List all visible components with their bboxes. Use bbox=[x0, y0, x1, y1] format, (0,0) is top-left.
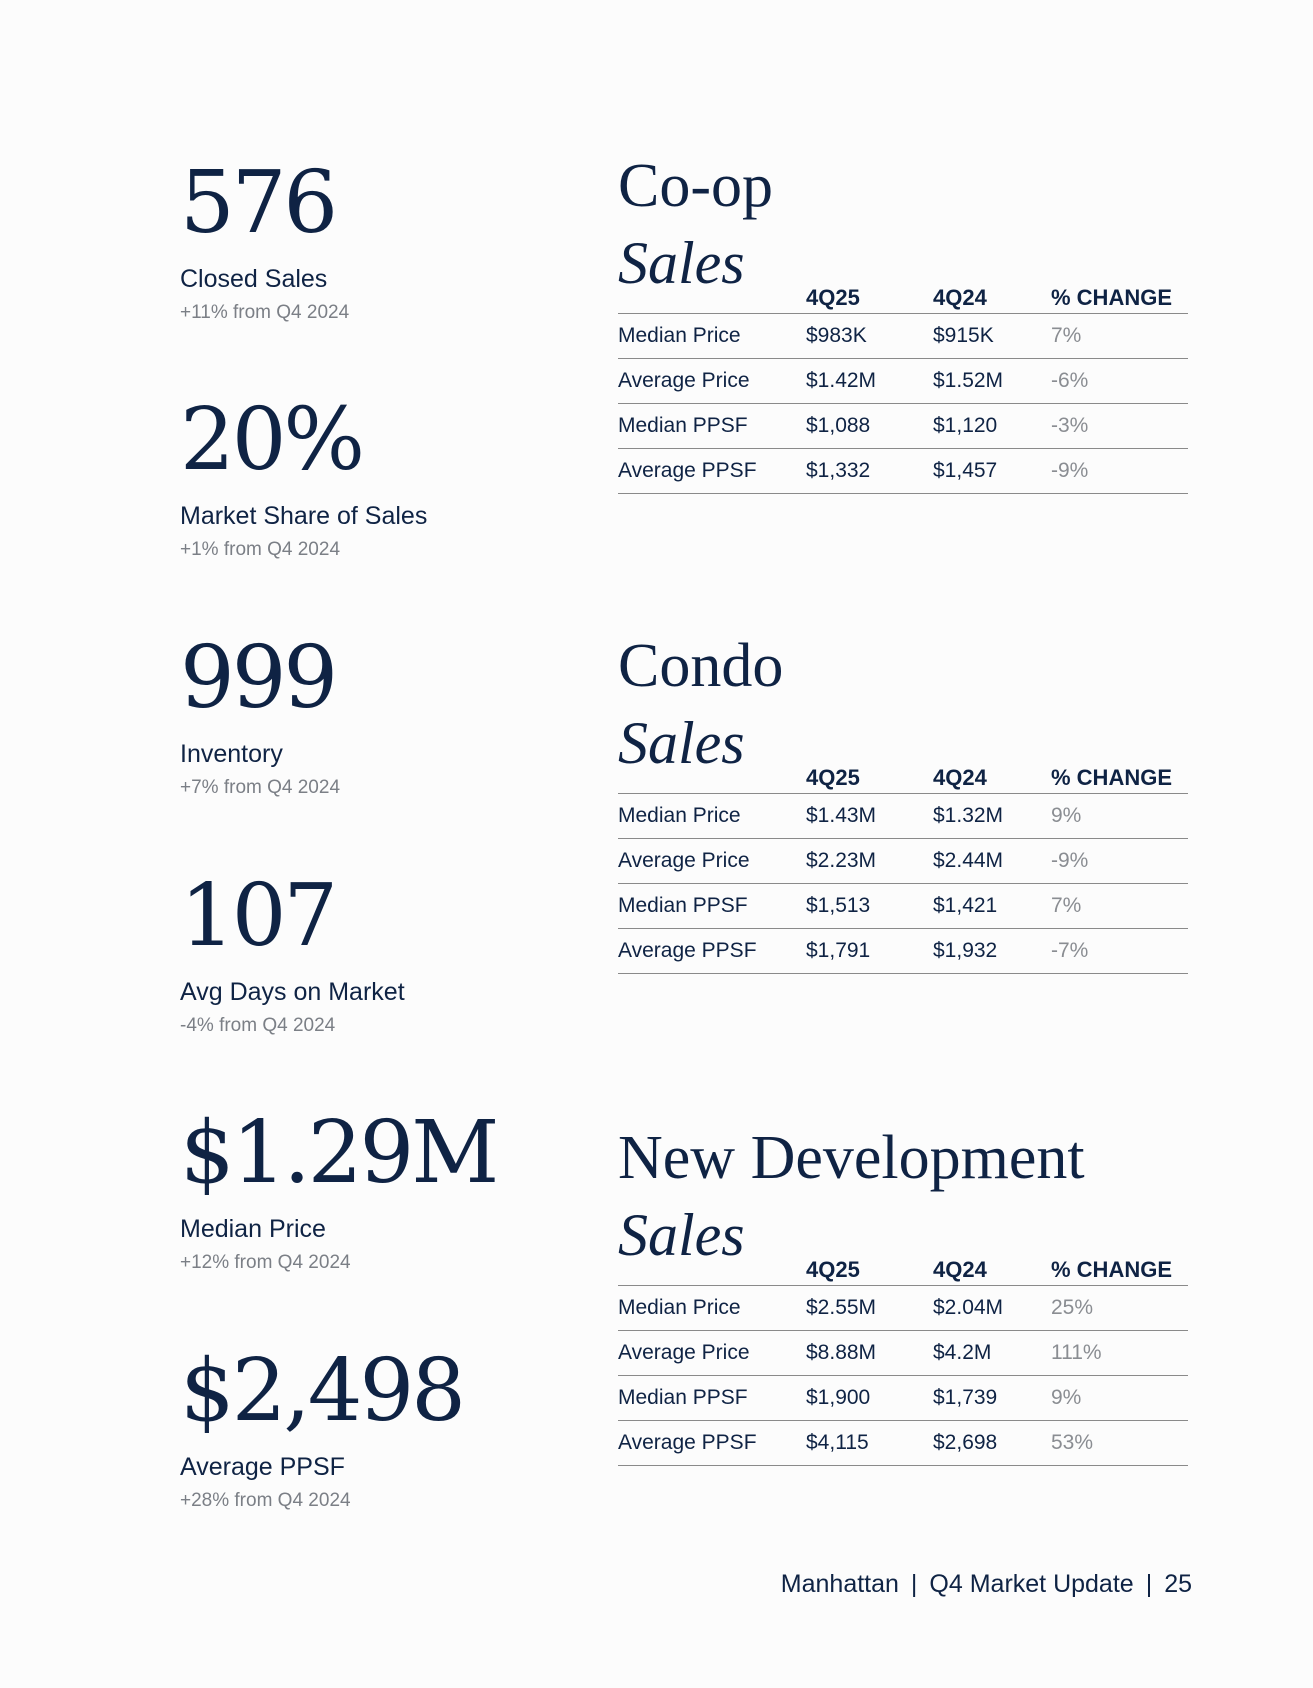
column-header: 4Q24 bbox=[933, 1251, 1051, 1285]
stat-value: 107 bbox=[180, 866, 336, 966]
column-header: % CHANGE bbox=[1051, 1251, 1188, 1285]
stat-change: +7% from Q4 2024 bbox=[180, 777, 341, 798]
cell-4q24: $1,739 bbox=[933, 1375, 1051, 1420]
stat-change: +12% from Q4 2024 bbox=[180, 1252, 351, 1273]
cell-4q24: $1,457 bbox=[933, 448, 1051, 493]
cell-4q25: $983K bbox=[806, 313, 933, 358]
column-header: 4Q25 bbox=[806, 279, 933, 313]
cell-change: 9% bbox=[1051, 1375, 1188, 1420]
section-title: Condo bbox=[618, 632, 784, 700]
column-header: 4Q24 bbox=[933, 279, 1051, 313]
cell-4q24: $2.04M bbox=[933, 1285, 1051, 1330]
stat-median-price bbox=[180, 1103, 600, 1274]
table-row bbox=[618, 1285, 1188, 1330]
row-label: Median PPSF bbox=[618, 883, 806, 928]
cell-4q25: $2.55M bbox=[806, 1285, 933, 1330]
row-label: Median PPSF bbox=[618, 403, 806, 448]
section-title: Co-op bbox=[618, 152, 773, 220]
cell-change: 53% bbox=[1051, 1420, 1188, 1465]
table-row bbox=[618, 358, 1188, 403]
cell-4q25: $1,332 bbox=[806, 448, 933, 493]
table-row bbox=[618, 1375, 1188, 1420]
cell-change: -9% bbox=[1051, 448, 1188, 493]
row-label: Median Price bbox=[618, 1285, 806, 1330]
cell-4q24: $1.32M bbox=[933, 793, 1051, 838]
cell-change: -3% bbox=[1051, 403, 1188, 448]
section-subtitle: Sales bbox=[618, 1202, 745, 1268]
stat-closed-sales bbox=[180, 153, 600, 324]
section-subtitle: Sales bbox=[618, 710, 745, 776]
stat-change: +28% from Q4 2024 bbox=[180, 1490, 351, 1511]
section-subtitle: Sales bbox=[618, 230, 745, 296]
stat-label: Avg Days on Market bbox=[180, 978, 405, 1006]
table-row bbox=[618, 883, 1188, 928]
table-row bbox=[618, 838, 1188, 883]
stat-value: $1.29M bbox=[180, 1103, 497, 1203]
stat-average-ppsf bbox=[180, 1341, 600, 1512]
cell-4q25: $4,115 bbox=[806, 1420, 933, 1465]
cell-4q25: $1,900 bbox=[806, 1375, 933, 1420]
stat-label: Average PPSF bbox=[180, 1453, 345, 1481]
cell-4q24: $2,698 bbox=[933, 1420, 1051, 1465]
page-number: 25 bbox=[1164, 1570, 1192, 1598]
page-footer bbox=[740, 1570, 1192, 1599]
column-header: % CHANGE bbox=[1051, 759, 1188, 793]
cell-4q24: $915K bbox=[933, 313, 1051, 358]
stats-table bbox=[618, 1251, 1188, 1466]
stats-table bbox=[618, 279, 1188, 494]
column-header: 4Q24 bbox=[933, 759, 1051, 793]
section-coop-sales bbox=[618, 152, 1188, 494]
cell-change: -6% bbox=[1051, 358, 1188, 403]
cell-4q25: $1,088 bbox=[806, 403, 933, 448]
table-row bbox=[618, 403, 1188, 448]
row-label: Median PPSF bbox=[618, 1375, 806, 1420]
table-row bbox=[618, 928, 1188, 973]
cell-change: 25% bbox=[1051, 1285, 1188, 1330]
row-label: Average Price bbox=[618, 358, 806, 403]
cell-4q25: $1.42M bbox=[806, 358, 933, 403]
section-condo-sales bbox=[618, 632, 1188, 974]
table-row bbox=[618, 313, 1188, 358]
cell-change: 111% bbox=[1051, 1330, 1188, 1375]
footer-separator: | bbox=[910, 1570, 918, 1598]
row-label: Median Price bbox=[618, 793, 806, 838]
stat-inventory bbox=[180, 628, 600, 799]
stat-value: 20% bbox=[180, 390, 363, 490]
stat-change: +11% from Q4 2024 bbox=[180, 302, 350, 323]
stat-market-share bbox=[180, 390, 600, 561]
stat-label: Median Price bbox=[180, 1215, 326, 1243]
cell-4q24: $1,932 bbox=[933, 928, 1051, 973]
cell-change: -7% bbox=[1051, 928, 1188, 973]
section-new-development-sales bbox=[618, 1124, 1188, 1466]
cell-4q25: $8.88M bbox=[806, 1330, 933, 1375]
row-label: Median Price bbox=[618, 313, 806, 358]
row-label: Average PPSF bbox=[618, 928, 806, 973]
table-row bbox=[618, 1420, 1188, 1465]
cell-4q25: $1.43M bbox=[806, 793, 933, 838]
row-label: Average Price bbox=[618, 838, 806, 883]
cell-change: -9% bbox=[1051, 838, 1188, 883]
cell-4q24: $2.44M bbox=[933, 838, 1051, 883]
table-row bbox=[618, 1330, 1188, 1375]
stat-label: Closed Sales bbox=[180, 265, 328, 293]
stat-value: $2,498 bbox=[180, 1341, 463, 1441]
footer-separator: | bbox=[1145, 1570, 1153, 1598]
cell-4q24: $1,421 bbox=[933, 883, 1051, 928]
row-label: Average PPSF bbox=[618, 1420, 806, 1465]
stat-value: 576 bbox=[180, 153, 336, 253]
row-label: Average PPSF bbox=[618, 448, 806, 493]
column-header: % CHANGE bbox=[1051, 279, 1188, 313]
column-header: 4Q25 bbox=[806, 1251, 933, 1285]
stat-change: -4% from Q4 2024 bbox=[180, 1015, 336, 1036]
cell-4q24: $4.2M bbox=[933, 1330, 1051, 1375]
cell-4q25: $1,513 bbox=[806, 883, 933, 928]
footer-report-title: Q4 Market Update bbox=[929, 1570, 1134, 1598]
stats-table bbox=[618, 759, 1188, 974]
stat-change: +1% from Q4 2024 bbox=[180, 539, 341, 560]
column-header: 4Q25 bbox=[806, 759, 933, 793]
cell-change: 7% bbox=[1051, 313, 1188, 358]
table-row bbox=[618, 448, 1188, 493]
stat-label: Inventory bbox=[180, 740, 283, 768]
stat-label: Market Share of Sales bbox=[180, 502, 428, 530]
cell-4q24: $1.52M bbox=[933, 358, 1051, 403]
cell-change: 9% bbox=[1051, 793, 1188, 838]
stat-value: 999 bbox=[180, 628, 336, 728]
section-title: New Development bbox=[618, 1124, 1085, 1192]
table-row bbox=[618, 793, 1188, 838]
cell-4q24: $1,120 bbox=[933, 403, 1051, 448]
cell-4q25: $1,791 bbox=[806, 928, 933, 973]
stat-avg-days-on-market bbox=[180, 866, 600, 1037]
cell-change: 7% bbox=[1051, 883, 1188, 928]
footer-location: Manhattan bbox=[780, 1570, 899, 1598]
row-label: Average Price bbox=[618, 1330, 806, 1375]
cell-4q25: $2.23M bbox=[806, 838, 933, 883]
